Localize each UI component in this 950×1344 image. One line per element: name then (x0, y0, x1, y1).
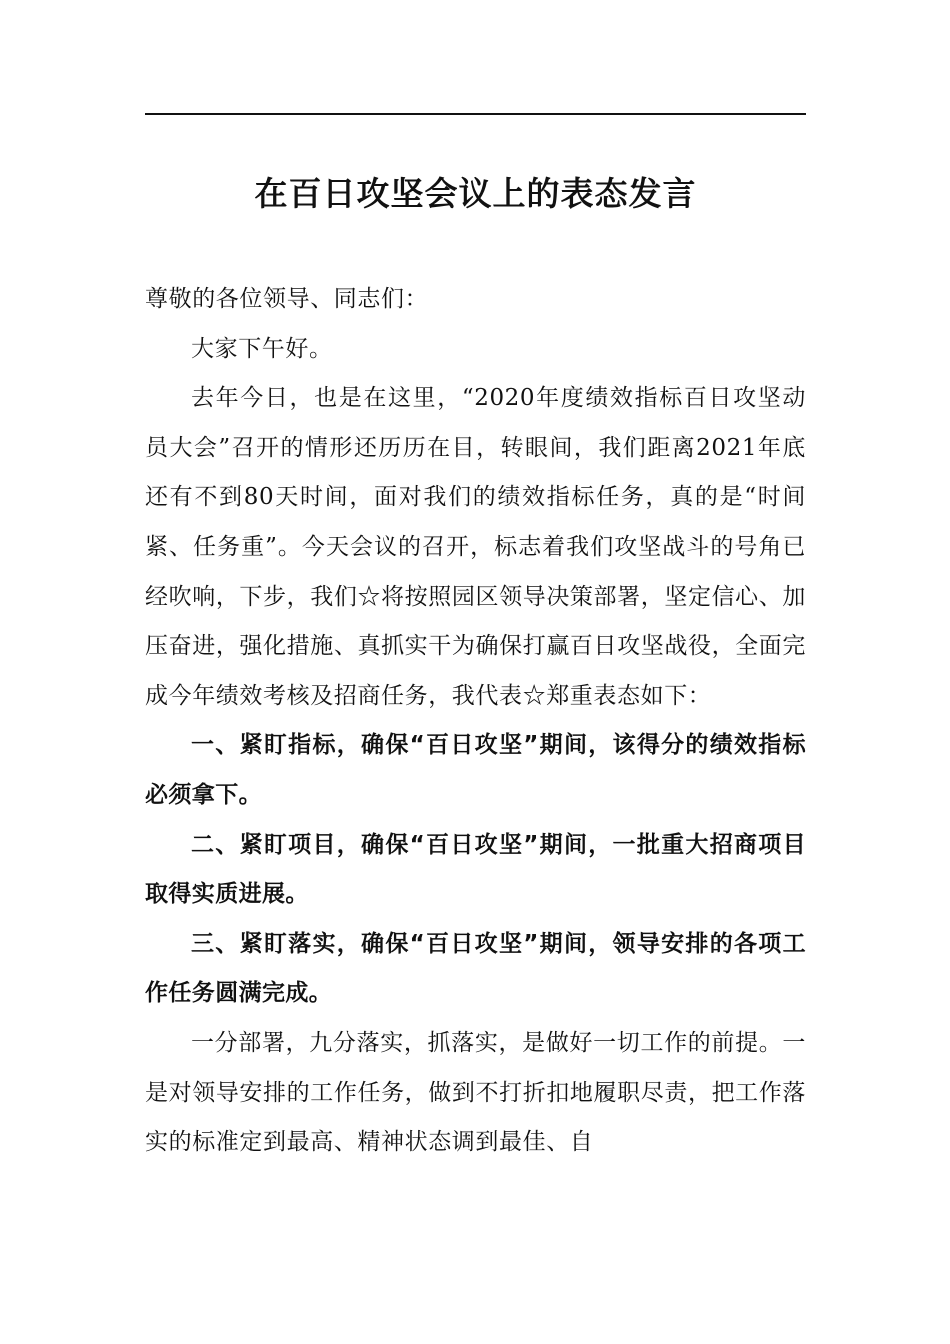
point-two-heading: 二、紧盯项目，确保“百日攻坚”期间，一批重大招商项目取得实质进展。 (145, 831, 806, 908)
point-three-heading: 三、紧盯落实，确保“百日攻坚”期间，领导安排的各项工作任务圆满完成。 (145, 930, 806, 1007)
header-rule (145, 113, 806, 115)
document-body (145, 275, 806, 1168)
paragraph-implementation: 一分部署，九分落实，抓落实，是做好一切工作的前提。一是对领导安排的工作任务，做到不打折扣地履职尽责，把工作落实的标准定到最高、精神状态调到最佳、自 (145, 1029, 806, 1156)
point-one-heading: 一、紧盯指标，确保“百日攻坚”期间，该得分的绩效指标必须拿下。 (145, 732, 806, 808)
paragraph-intro: 去年今日，也是在这里，“2020年度绩效指标百日攻坚动员大会”召开的情形还历历在目，转眼间，我们距离2021年底还有不到80天时间，面对我们的绩效指标任务，真的是“时间紧、任务重”。今天会议的召开，标志着我们攻坚战斗的号角已经吹响，下步，我们☆将按照园区领导决策部署，坚定信心、加压奋进，强化措施、真抓实干为确保打赢百日攻坚战役，全面完成今年绩效考核及招商任务，我代表☆郑重表态如下： (145, 385, 806, 709)
document-title: 在百日攻坚会议上的表态发言 (254, 174, 697, 213)
salutation: 尊敬的各位领导、同志们： (145, 286, 429, 312)
greeting: 大家下午好。 (191, 335, 333, 362)
